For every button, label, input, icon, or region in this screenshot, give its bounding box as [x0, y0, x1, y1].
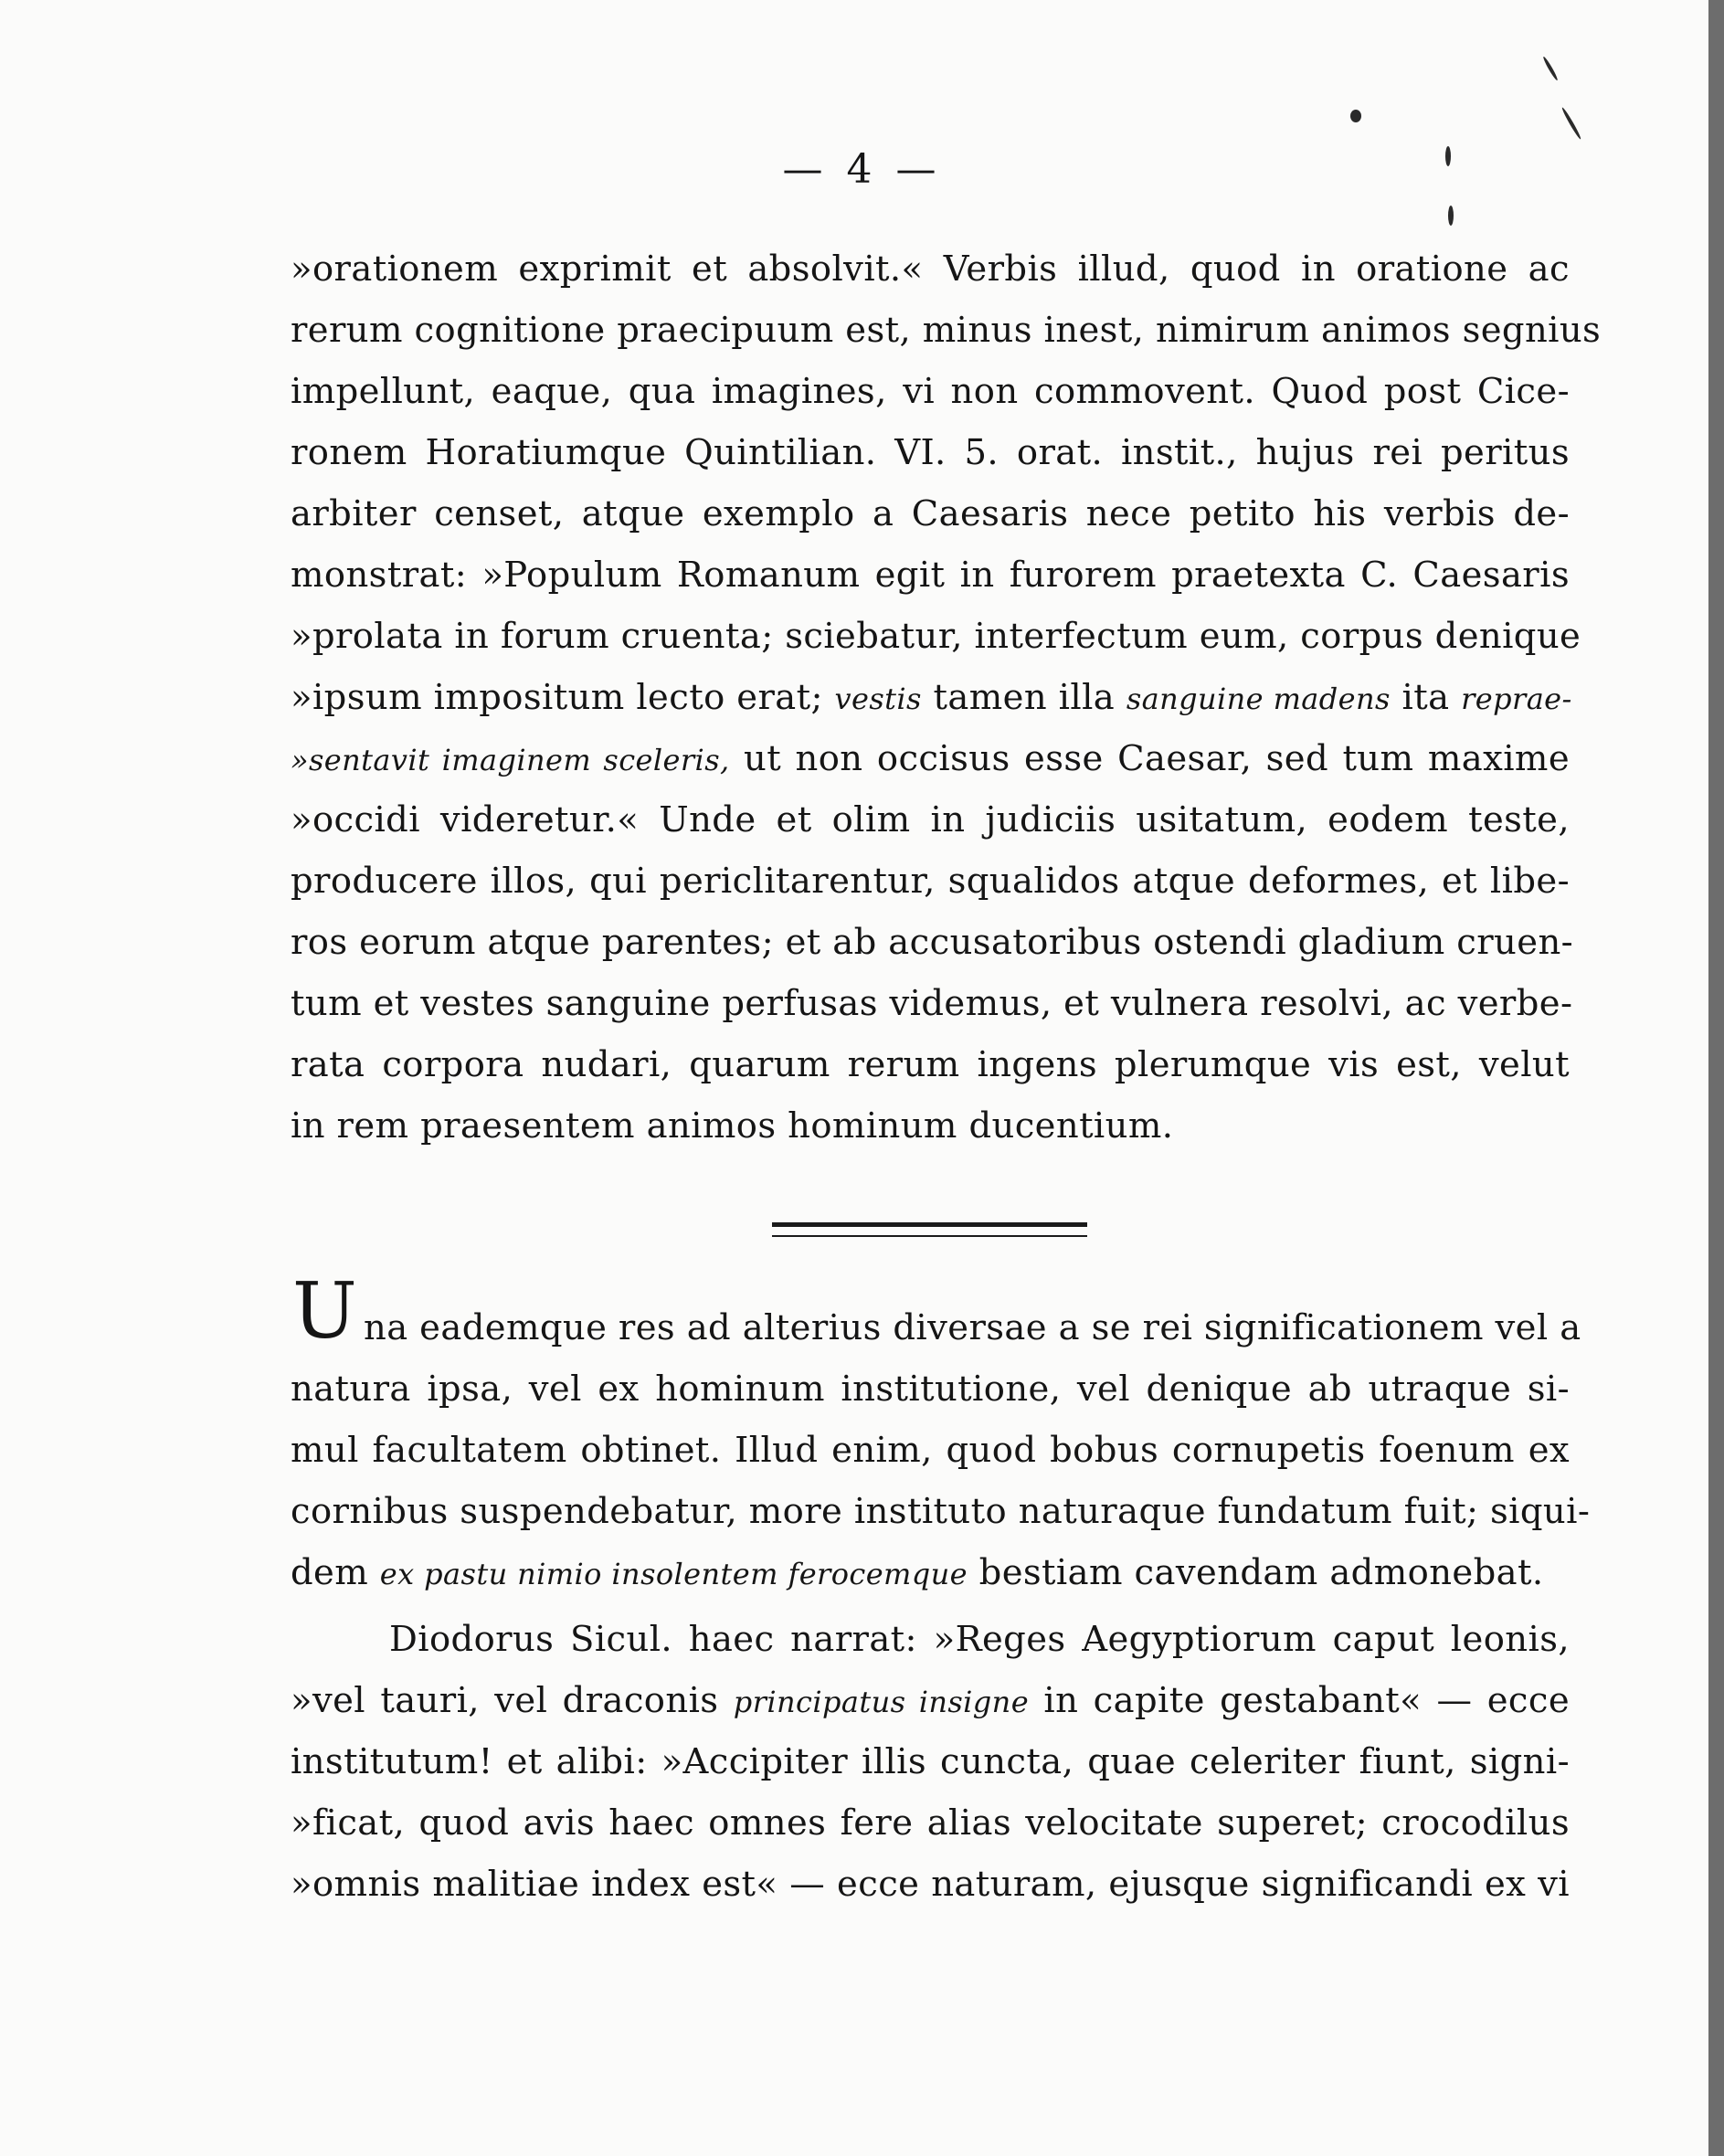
- text-line: rata corpora nudari, quarum rerum ingens plerumque vis est, velut: [291, 1044, 1570, 1085]
- italic-segment: reprae-: [1461, 682, 1572, 716]
- text-line: in rem praesentem animos hominum ducentium.: [291, 1105, 1174, 1147]
- text-line: [291, 732, 1570, 787]
- text-line: »occidi videretur.« Unde et olim in judiciis usitatum, eodem teste,: [291, 799, 1570, 840]
- text-line: na eademque res ad alterius diversae a se rei significationem vel a: [364, 1307, 1581, 1348]
- page-number: — 4 —: [782, 146, 942, 193]
- text-line: [291, 1546, 1570, 1601]
- scan-page-edge: [1708, 0, 1724, 2156]
- text-segment: dem: [291, 1552, 369, 1593]
- italic-segment: principatus insigne: [733, 1685, 1030, 1719]
- italic-segment: sanguine madens: [1126, 682, 1391, 716]
- text-segment: »vel tauri, vel draconis: [291, 1680, 719, 1721]
- text-line: impellunt, eaque, qua imagines, vi non commovent. Quod post Cice-: [291, 371, 1570, 412]
- text-line: »orationem exprimit et absolvit.« Verbis illud, quod in oratione ac: [291, 248, 1570, 290]
- text-segment: »ipsum impositum lecto erat;: [291, 677, 823, 718]
- text-segment: bestiam cavendam admonebat.: [978, 1552, 1544, 1593]
- text-line: rerum cognitione praecipuum est, minus inest, nimirum animos segnius: [291, 310, 1602, 351]
- text-line: institutum! et alibi: »Accipiter illis cuncta, quae celeriter fiunt, signi-: [291, 1741, 1570, 1782]
- scan-speck: [1350, 110, 1361, 122]
- text-line: cornibus suspendebatur, more instituto naturaque fundatum fuit; siqui-: [291, 1491, 1591, 1532]
- text-line: Diodorus Sicul. haec narrat: »Reges Aegyptiorum caput leonis,: [389, 1619, 1570, 1660]
- italic-segment: ex pastu nimio insolentem ferocemque: [379, 1557, 968, 1591]
- text-line: ronem Horatiumque Quintilian. VI. 5. orat. instit., hujus rei peritus: [291, 432, 1570, 473]
- text-line: »ficat, quod avis haec omnes fere alias velocitate superet; crocodilus: [291, 1802, 1570, 1844]
- text-line: monstrat: »Populum Romanum egit in furorem praetexta C. Caesaris: [291, 555, 1570, 596]
- text-line: natura ipsa, vel ex hominum institutione, vel denique ab utraque si-: [291, 1369, 1570, 1410]
- italic-segment: vestis: [834, 682, 922, 716]
- text-line: »omnis malitiae index est« — ecce naturam, ejusque significandi ex vi: [291, 1864, 1570, 1905]
- section-divider-thin: [772, 1235, 1087, 1237]
- scan-speck: [1560, 107, 1581, 141]
- drop-cap: U: [292, 1266, 357, 1356]
- text-segment: tamen illa: [933, 677, 1116, 718]
- text-line: »prolata in forum cruenta; sciebatur, interfectum eum, corpus denique: [291, 616, 1581, 657]
- text-line: mul facultatem obtinet. Illud enim, quod bobus cornupetis foenum ex: [291, 1430, 1570, 1471]
- section-divider: [772, 1222, 1087, 1227]
- text-segment: ita: [1401, 677, 1450, 718]
- text-line: [291, 1674, 1570, 1729]
- text-line: [291, 671, 1570, 726]
- text-line: producere illos, qui periclitarentur, squalidos atque deformes, et libe-: [291, 861, 1570, 902]
- scan-speck: [1448, 206, 1454, 226]
- scan-speck: [1542, 56, 1559, 81]
- italic-segment: »sentavit imaginem sceleris,: [291, 743, 730, 777]
- text-segment: ut non occisus esse Caesar, sed tum maxime: [744, 738, 1571, 779]
- text-line: arbiter censet, atque exemplo a Caesaris nece petito his verbis de-: [291, 493, 1570, 534]
- text-line: tum et vestes sanguine perfusas videmus, et vulnera resolvi, ac verbe-: [291, 983, 1573, 1024]
- text-line: ros eorum atque parentes; et ab accusatoribus ostendi gladium cruen-: [291, 922, 1574, 963]
- text-segment: in capite gestabant« — ecce: [1043, 1680, 1571, 1721]
